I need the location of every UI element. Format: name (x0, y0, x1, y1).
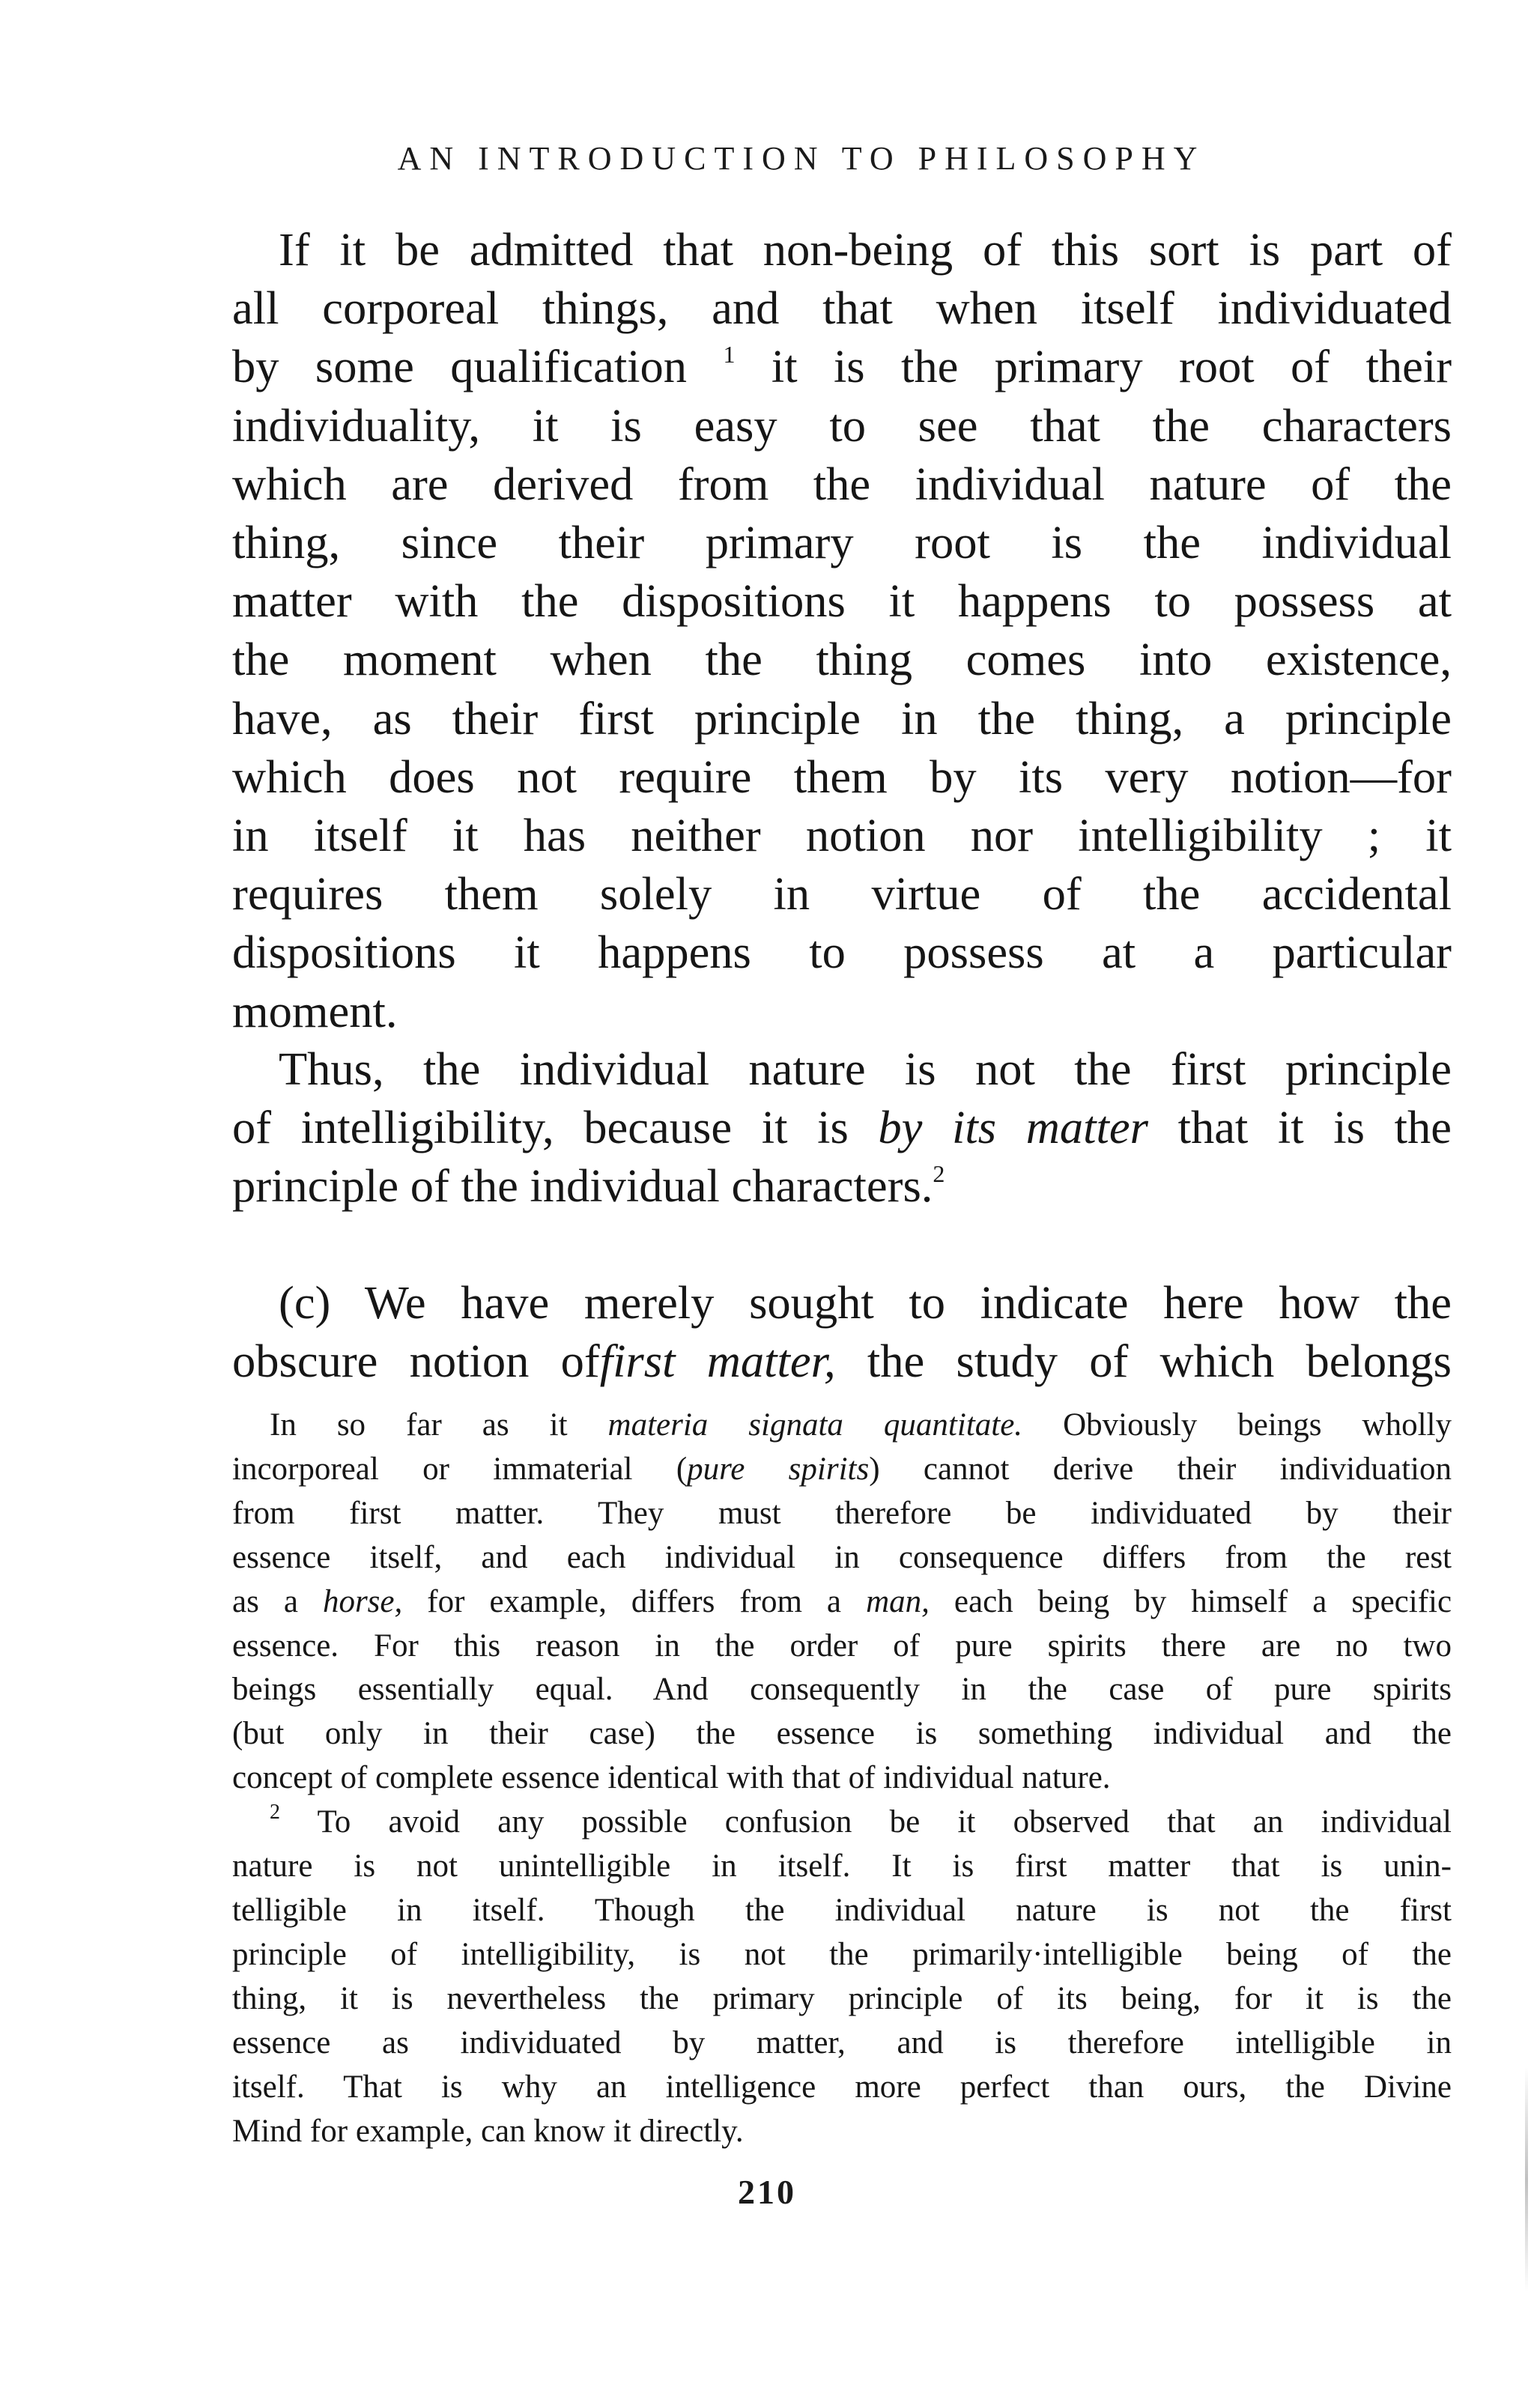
footnote-line: essence itself, and each individual in consequence differs from the rest (232, 1539, 1452, 1575)
text-line: individuality, it is easy to see that the characters (232, 398, 1452, 452)
text-line: which does not require them by its very notion—for (232, 750, 1452, 803)
footnote-line: concept of complete essence identical with that of individual nature. (232, 1760, 1111, 1796)
body-paragraph-1 (232, 220, 1452, 1040)
emphasis-text: by its matter (878, 1101, 1148, 1154)
text-line: by some qualification $^1$ it is the primary root of their (232, 340, 1452, 393)
running-head: AN INTRODUCTION TO PHILOSOPHY (397, 140, 1206, 177)
footnote-line: principle of intelligibility, is not the primarily·intelligible being of the (232, 1936, 1452, 1972)
footnote-line: $^2$ To avoid any possible confusion be it observed that an individual (270, 1801, 1452, 1840)
text-line: all corporeal things, and that when itself individuated (232, 282, 1452, 335)
text-line: moment. (232, 984, 398, 1037)
text-line: have, as their first principle in the thing, a principle (232, 691, 1452, 744)
footnote-line: nature is not unintelligible in itself. It is first matter that is unin- (232, 1849, 1452, 1884)
text-line: obscure notion offirst matter, the study of which belongs (232, 1335, 1452, 1388)
text-line: requires them solely in virtue of the accidental (232, 867, 1452, 921)
text-line: (c) We have merely sought to indicate here how the (279, 1276, 1452, 1329)
text-line: the moment when the thing comes into existence, (232, 633, 1452, 686)
text-line: in itself it has neither notion nor intelligibility ; it (232, 809, 1452, 862)
footnote-line: (but only in their case) the essence is something individual and the (232, 1716, 1452, 1752)
text-line: If it be admitted that non-being of this sort is part of (279, 223, 1452, 276)
text-line: thing, since their primary root is the individual (232, 516, 1452, 569)
body-paragraph-3 (232, 1273, 1452, 1390)
footnote-line: thing, it is nevertheless the primary principle of its being, for it is the (232, 1980, 1452, 2016)
body-paragraph-2 (232, 1040, 1452, 1216)
text-line: which are derived from the individual nature of the (232, 457, 1452, 510)
scan-edge-mark (1525, 2067, 1528, 2292)
footnote-line: In so far as it materia signata quantitate. Obviously beings wholly (270, 1407, 1452, 1443)
footnote-line: itself. That is why an intelligence more perfect than ours, the Divine (232, 2069, 1452, 2105)
footnote-line: as a horse, for example, differs from a man, each being by himself a specific (232, 1583, 1452, 1619)
text-line: Thus, the individual nature is not the first principle (279, 1043, 1452, 1095)
footnote-line: essence as individuated by matter, and is therefore intelligible in (232, 2025, 1452, 2060)
footnote-line: from first matter. They must therefore be individuated by their (232, 1495, 1452, 1531)
footnote-line: essence. For this reason in the order of pure spirits there are no two (232, 1628, 1452, 1664)
footnotes (232, 1404, 1452, 2153)
text-line: dispositions it happens to possess at a particular (232, 926, 1452, 979)
text-line: principle of the individual characters.$^2$ (232, 1159, 945, 1213)
footnote-reference: 2 (933, 1160, 945, 1188)
footnote-marker: 2 (270, 1801, 280, 1825)
footnote-line: incorporeal or immaterial (pure spirits) cannot derive their individuation (232, 1451, 1452, 1487)
text-line: matter with the dispositions it happens to possess at (232, 574, 1452, 628)
page-number: 210 (738, 2173, 796, 2211)
footnote-line: Mind for example, can know it directly. (232, 2113, 744, 2149)
footnote-line: telligible in itself. Though the individual nature is not the first (232, 1892, 1452, 1928)
footnote-line: beings essentially equal. And consequently in the case of pure spirits (232, 1672, 1452, 1708)
emphasis-text: first matter, (599, 1335, 836, 1388)
text-line: of intelligibility, because it is by its matter that it is the (232, 1101, 1452, 1154)
footnote-reference: 1 (723, 341, 736, 369)
